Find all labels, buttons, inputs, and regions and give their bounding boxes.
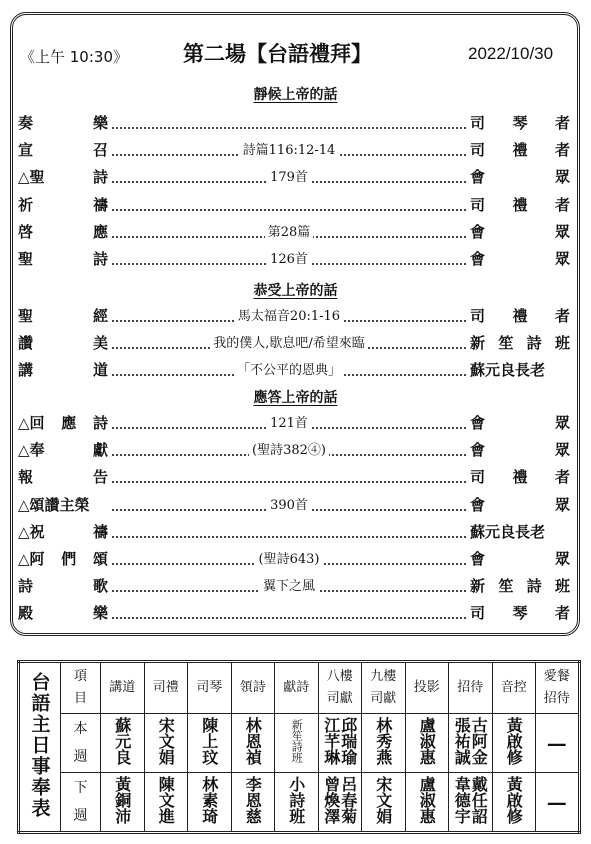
order-item-detail: (聖詩382④) — [112, 439, 466, 458]
order-item-detail: 121首 — [112, 412, 466, 431]
order-row — [18, 248, 570, 270]
roster-cell: — — [536, 713, 580, 773]
order-item-leader: 會 眾 — [470, 222, 570, 241]
roster-cell: 林素琦 — [188, 773, 232, 833]
roster-cell: 宋文娟 — [144, 713, 188, 773]
roster-row — [19, 773, 580, 833]
column-header: 講道 — [101, 662, 145, 714]
order-row — [18, 305, 570, 327]
roster-cell: 李恩慈 — [231, 773, 275, 833]
roster-cell: 新笙詩班 — [275, 713, 319, 773]
roster-cell: 戴任詔 韋德宇 — [449, 773, 493, 833]
column-header: 愛餐招待 — [536, 662, 580, 714]
roster-cell: — — [536, 773, 580, 833]
column-header: 司琴 — [188, 662, 232, 714]
column-header: 領詩 — [231, 662, 275, 714]
order-item-detail: 126首 — [112, 248, 466, 267]
order-item-detail: (聖詩643) — [112, 548, 466, 567]
order-item-detail: 翼下之風 — [112, 575, 466, 594]
order-item-label: 報 告 — [18, 468, 108, 487]
order-row — [18, 521, 570, 543]
section-heading: 恭受上帝的話 — [253, 283, 338, 299]
leader-dots — [112, 536, 466, 538]
order-item-label: △阿 們 頌 — [18, 550, 108, 568]
order-item-leader: 新 笙 詩 班 — [470, 334, 570, 353]
roster-cell: 黃啟修 — [492, 713, 536, 773]
order-item-label: 聖 詩 — [18, 250, 108, 268]
service-title: 第二場【台語禮拜】 — [183, 41, 372, 66]
order-item-label: 讚 美 — [18, 334, 108, 353]
roster-title: 台語主日事奉表 — [19, 662, 61, 833]
order-row — [18, 466, 570, 488]
order-item-leader: 蘇元良長老 — [470, 522, 546, 541]
roster-cell: 蘇元良 — [101, 713, 145, 773]
leader-dots — [112, 209, 466, 211]
order-item-detail: 詩篇116:12-14 — [112, 139, 466, 158]
order-item-label: 詩 歌 — [18, 577, 108, 596]
roster-cell: 邱瑞瑜 江芊琳 — [318, 713, 362, 773]
order-row — [18, 166, 570, 188]
column-header: 司禮 — [144, 662, 188, 714]
roster-cell: 黃啟修 — [492, 773, 536, 833]
order-item-label: △回 應 詩 — [18, 414, 108, 432]
order-item-detail: 390首 — [112, 494, 466, 513]
order-item-label: 宣 召 — [18, 141, 108, 160]
order-item-leader: 司 禮 者 — [470, 468, 570, 487]
service-time: 《上午 10:30》 — [20, 48, 128, 66]
order-item-leader: 司 琴 者 — [470, 114, 570, 132]
order-item-label: △奉 獻 — [18, 441, 108, 460]
roster-cell: 古阿金 張祐誠 — [449, 713, 493, 773]
order-item-detail: 馬太福音20:1-16 — [112, 305, 466, 324]
order-item-leader: 司 禮 者 — [470, 307, 570, 325]
order-row — [18, 194, 570, 216]
roster-cell: 宋文娟 — [362, 773, 406, 833]
duty-roster-table — [17, 660, 581, 834]
order-item-leader: 新 笙 詩 班 — [470, 577, 570, 596]
order-item-label: △祝 禱 — [18, 522, 108, 541]
order-item-leader: 會 眾 — [470, 250, 570, 268]
order-row — [18, 332, 570, 354]
leader-dots — [112, 617, 466, 619]
roster-cell: 呂春菊 曾煥澤 — [318, 773, 362, 833]
order-item-label: 講 道 — [18, 361, 108, 380]
roster-cell: 盧淑惠 — [405, 713, 449, 773]
section-heading: 應答上帝的話 — [253, 390, 338, 406]
order-row — [18, 139, 570, 161]
column-header: 招待 — [449, 662, 493, 714]
order-item-label: 奏 樂 — [18, 114, 108, 132]
week-label: 下 週 — [61, 773, 101, 833]
order-row — [18, 221, 570, 243]
order-row — [18, 359, 570, 381]
order-item-label: 啓 應 — [18, 222, 108, 241]
order-item-leader: 會 眾 — [470, 550, 570, 568]
order-item-leader: 司 禮 者 — [470, 195, 570, 214]
order-item-leader: 司 琴 者 — [470, 604, 570, 623]
section-heading: 靜候上帝的話 — [253, 87, 338, 103]
order-row — [18, 548, 570, 570]
order-item-detail: 我的僕人,歇息吧/希望來臨 — [112, 332, 466, 351]
column-header: 投影 — [405, 662, 449, 714]
column-header: 九樓司獻 — [362, 662, 406, 714]
leader-dots — [112, 127, 466, 129]
roster-cell: 陳文進 — [144, 773, 188, 833]
order-item-label: 聖 經 — [18, 307, 108, 325]
roster-cell: 陳上玟 — [188, 713, 232, 773]
order-row — [18, 412, 570, 434]
roster-cell: 小詩班 — [275, 773, 319, 833]
order-item-leader: 司 禮 者 — [470, 141, 570, 160]
order-item-leader: 會 眾 — [470, 441, 570, 460]
order-item-leader: 會 眾 — [470, 414, 570, 432]
roster-row — [19, 713, 580, 773]
column-header: 音控 — [492, 662, 536, 714]
week-label: 本 週 — [61, 713, 101, 773]
roster-cell: 黃銅沛 — [101, 773, 145, 833]
order-item-leader: 會 眾 — [470, 168, 570, 187]
roster-cell: 林恩禎 — [231, 713, 275, 773]
leader-dots — [112, 481, 466, 483]
order-item-leader: 蘇元良長老 — [470, 361, 546, 380]
order-item-label: △聖 詩 — [18, 168, 108, 187]
order-item-label: 殿 樂 — [18, 604, 108, 623]
order-item-label: 祈 禱 — [18, 195, 108, 214]
order-item-detail: 第28篇 — [112, 221, 466, 240]
order-row — [18, 439, 570, 461]
service-date: 2022/10/30 — [468, 44, 554, 63]
roster-cell: 林秀燕 — [362, 713, 406, 773]
order-row — [18, 602, 570, 624]
column-header: 獻詩 — [275, 662, 319, 714]
roster-cell: 盧淑惠 — [405, 773, 449, 833]
column-header: 八樓司獻 — [318, 662, 362, 714]
order-item-detail: 179首 — [112, 166, 466, 185]
order-row — [18, 494, 570, 516]
row-header: 項 目 — [61, 662, 101, 714]
order-item-leader: 會 眾 — [470, 495, 570, 514]
order-row — [18, 575, 570, 597]
order-item-detail: 「不公平的恩典」 — [112, 359, 466, 378]
order-item-label: △頌讚主榮 — [18, 495, 90, 514]
order-row — [18, 112, 570, 134]
